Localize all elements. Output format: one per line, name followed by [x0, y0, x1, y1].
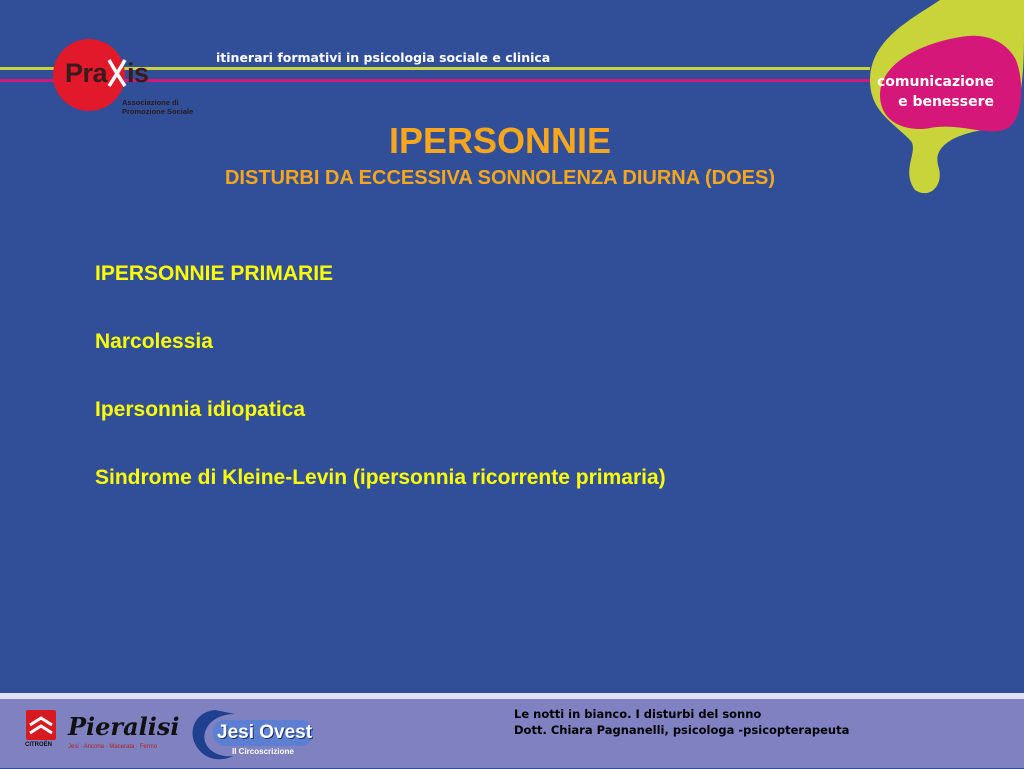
- footer-credits: [514, 706, 849, 738]
- praxis-subtitle-line1: Associazione di: [122, 98, 179, 107]
- footer-credits-line1: Le notti in bianco. I disturbi del sonno: [514, 707, 762, 721]
- jesi-ovest-subtitle: II Circoscrizione: [232, 747, 294, 756]
- content-item-ipersonnia-idiopatica: Ipersonnia idiopatica: [95, 398, 306, 421]
- jesi-ovest-name: Jesi Ovest: [217, 722, 313, 743]
- badge-line1: comunicazione: [876, 74, 994, 90]
- slide-title: IPERSONNIE: [388, 120, 612, 161]
- badge-line2: e benessere: [898, 94, 994, 110]
- praxis-word-prefix: Pra: [65, 58, 108, 88]
- pieralisi-logo: Pieralisi: [68, 712, 180, 741]
- content-item-kleine-levin: Sindrome di Kleine-Levin (ipersonnia ricorrente primaria): [95, 466, 666, 489]
- citroen-label: CITROËN: [25, 742, 52, 748]
- praxis-word-suffix: is: [127, 58, 149, 88]
- praxis-logo-subtitle: [122, 98, 222, 116]
- praxis-subtitle-line2: Promozione Sociale: [122, 107, 194, 116]
- praxis-x-mark: [107, 58, 127, 89]
- footer-credits-line2: Dott. Chiara Pagnanelli, psicologa -psicopterapeuta: [514, 723, 850, 737]
- pieralisi-subtitle: Jesi · Ancona · Macerata · Fermo: [68, 744, 158, 750]
- citroen-chevron-icon: [24, 710, 60, 742]
- praxis-logo-word: [65, 58, 149, 89]
- badge-text: [877, 72, 994, 112]
- praxis-logo: [50, 36, 220, 118]
- content-item-primarie: IPERSONNIE PRIMARIE: [95, 262, 334, 285]
- content-item-narcolessia: Narcolessia: [95, 330, 213, 353]
- header-tagline: itinerari formativi in psicologia sociale e clinica: [216, 50, 551, 65]
- slide-subtitle: DISTURBI DA ECCESSIVA SONNOLENZA DIURNA (DOES): [224, 167, 776, 189]
